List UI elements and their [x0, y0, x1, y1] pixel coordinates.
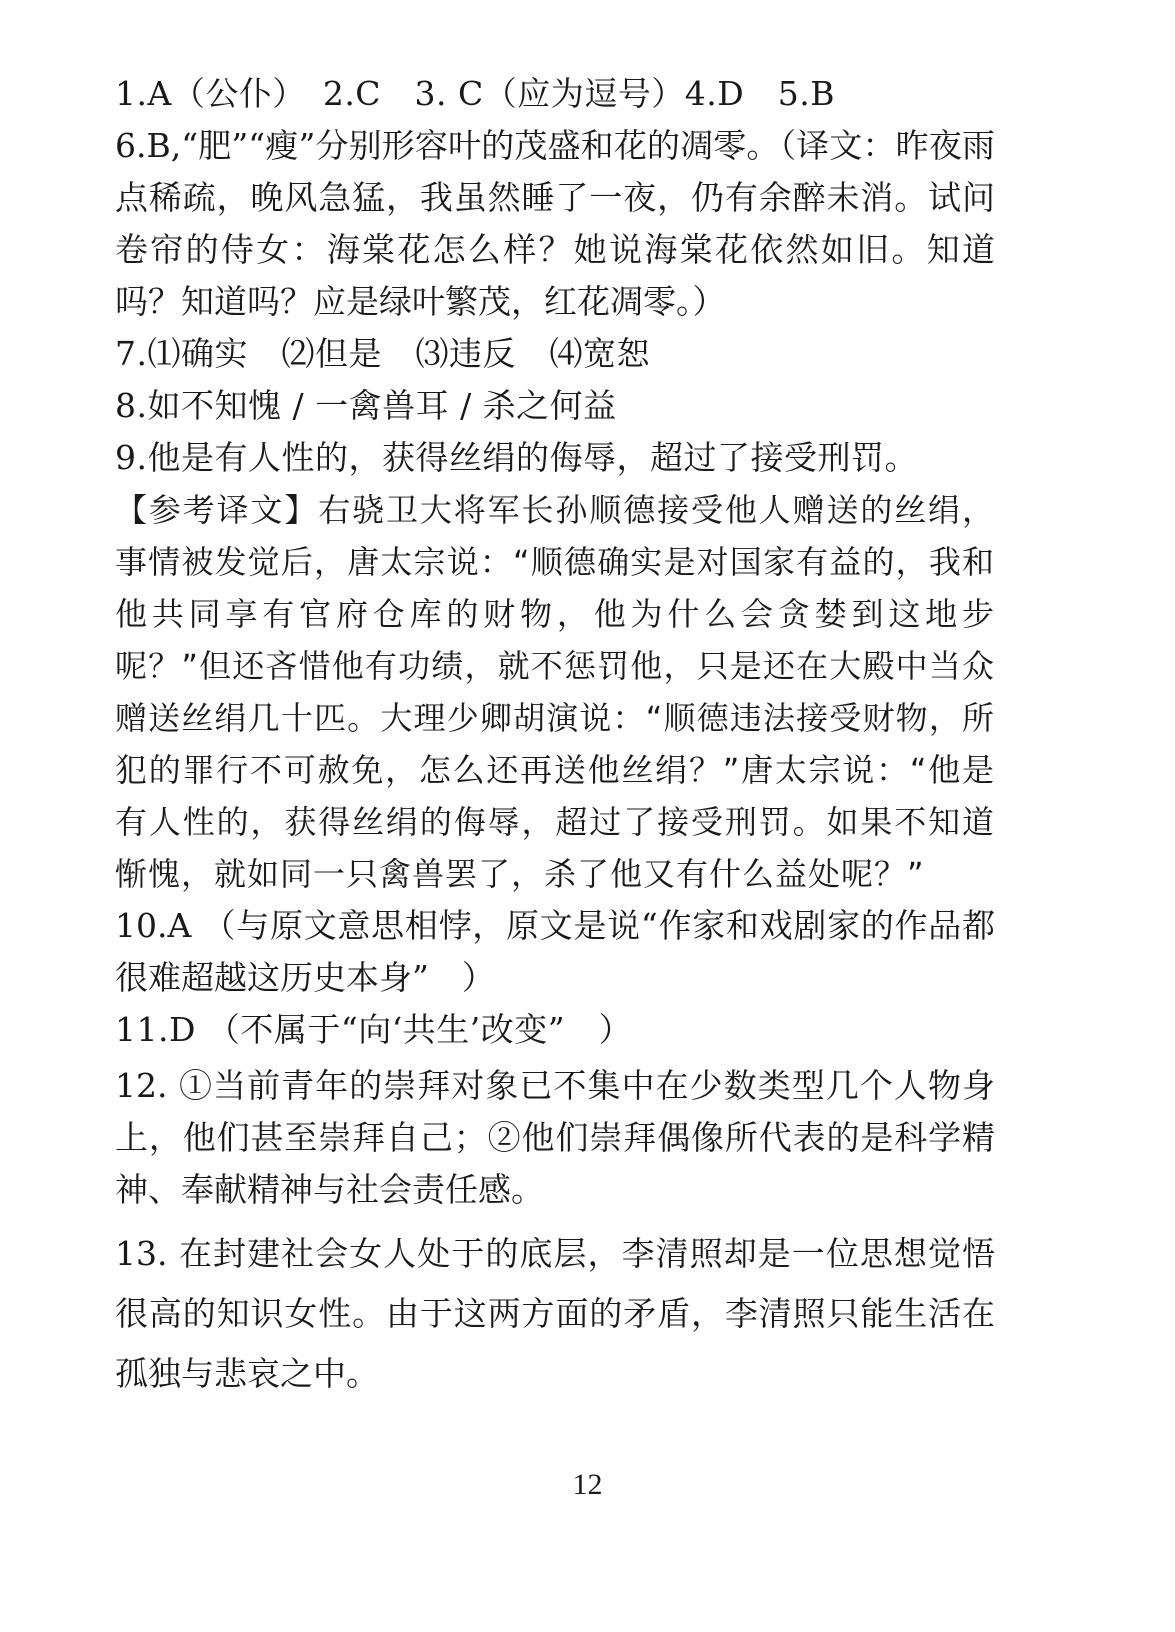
reference-translation: 【参考译文】右骁卫大将军长孙顺德接受他人赠送的丝绢，事情被发觉后，唐太宗说：“顺德确实是对国家有益的，我和他共同享有官府仓库的财物，他为什么会贪婪到这地步呢？”但还吝惜他有功绩，就不惩罚他，只是还在大殿中当众赠送丝绢几十匹。大理少卿胡演说：“顺德违法接受财物，所犯的罪行不可赦免，怎么还再送他丝绢？”唐太宗说：“他是有人性的，获得丝绢的侮辱，超过了接受刑罚。如果不知道惭愧，就如同一只禽兽罢了，杀了他又有什么益处呢？” [115, 491, 995, 893]
answer-10: 10.A （与原文意思相悖，原文是说“作家和戏剧家的作品都很难超越这历史本身” ） [115, 906, 995, 997]
answer-9: 9.他是有人性的，获得丝绢的侮辱，超过了接受刑罚。 [115, 438, 918, 477]
answer-11: 11.D （不属于“向‘共生’改变” ） [115, 1010, 633, 1049]
answer-6: 6.B,“肥”“瘦”分别形容叶的茂盛和花的凋零。（译文：昨夜雨点稀疏，晚风急猛，我虽然睡了一夜，仍有余醉未消。试问卷帘的侍女：海棠花怎么样？她说海棠花依然如旧。知道吗？知道吗？应是绿叶繁茂，红花凋零。） [115, 126, 995, 321]
answer-line-1-5: 1.A（公仆） 2.C 3. C（应为逗号）4.D 5.B [115, 74, 835, 113]
answer-key [115, 68, 995, 1404]
answer-7: 7.⑴确实 ⑵但是 ⑶违反 ⑷宽恕 [115, 334, 650, 373]
answer-13: 13. 在封建社会女人处于的底层，李清照却是一位思想觉悟很高的知识女性。由于这两方面的矛盾，李清照只能生活在孤独与悲哀之中。 [115, 1234, 995, 1393]
answer-12: 12. ①当前青年的崇拜对象已不集中在少数类型几个人物身上，他们甚至崇拜自己；②他们崇拜偶像所代表的是科学精神、奉献精神与社会责任感。 [115, 1066, 995, 1209]
page-number: 12 [572, 1468, 603, 1501]
answer-8: 8.如不知愧 / 一禽兽耳 / 杀之何益 [115, 386, 617, 425]
